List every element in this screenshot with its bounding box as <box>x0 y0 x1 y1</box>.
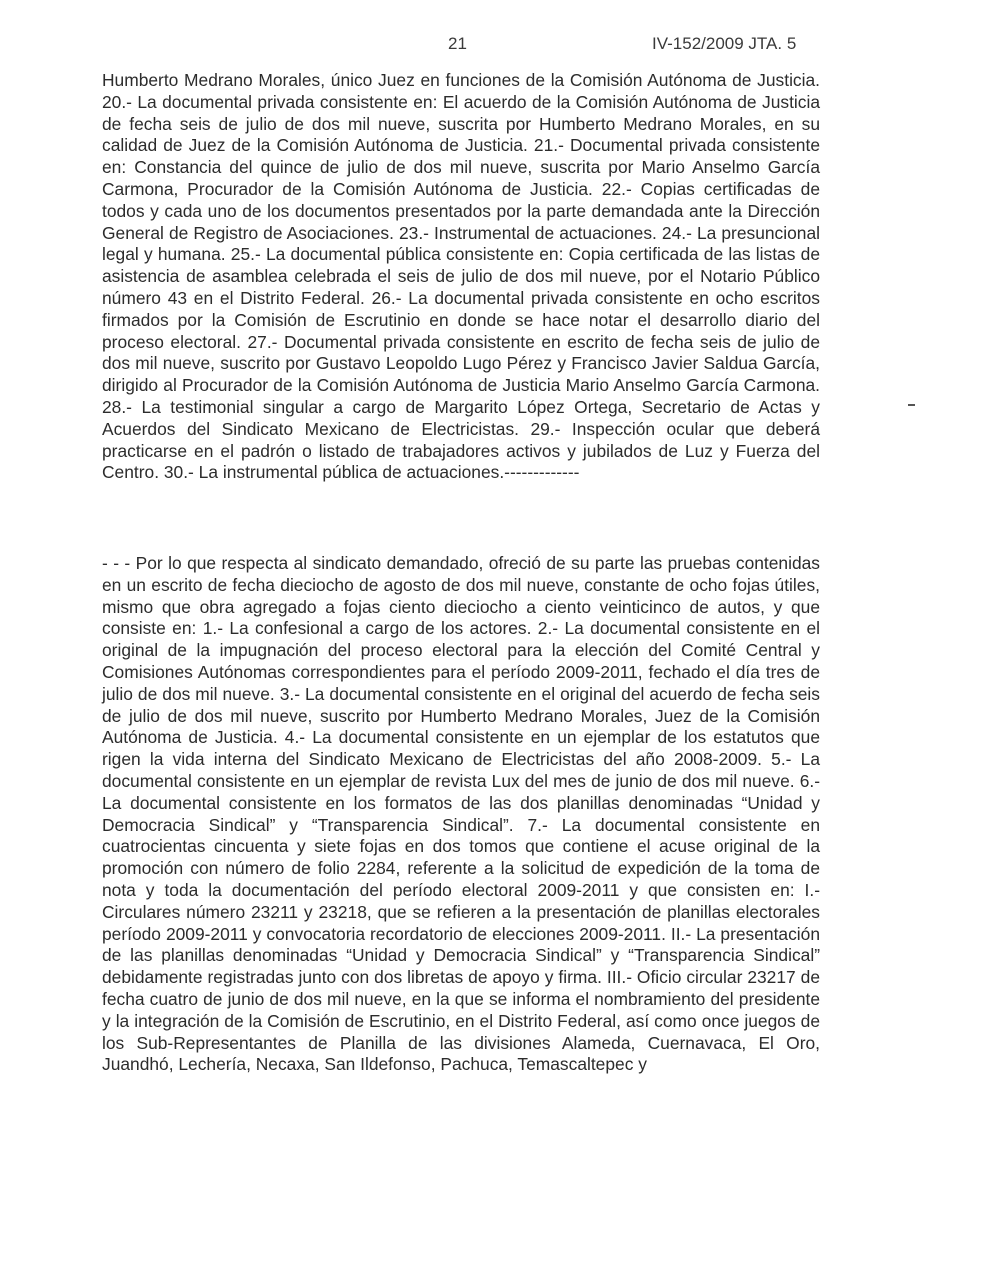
scan-mark <box>908 404 915 406</box>
body-paragraph-1: Humberto Medrano Morales, único Juez en funciones de la Comisión Autónoma de Justicia. 20.- La documental privada consistente en: El acuerdo de la Comisión Autónoma de Justicia de fecha seis de julio de dos mil nueve, suscrita por Humberto Medrano Morales, en su calidad de Juez de la Comisión Autónoma de Justicia. 21.- Documental privada consistente en: Constancia del quince de julio de dos mil nueve, suscrita por Mario Anselmo García Carmona, Procurador de la Comisión Autónoma de Justicia. 22.- Copias certificadas de todos y cada uno de los documentos presentados por la parte demandada ante la Dirección General de Registro de Asociaciones. 23.- Instrumental de actuaciones. 24.- La presuncional legal y humana. 25.- La documental pública consistente en: Copia certificada de las listas de asistencia de asamblea celebrada el seis de julio de dos mil nueve, por el Notario Público número 43 en el Distrito Federal. 26.- La documental privada consistente en ocho escritos firmados por la Comisión de Escrutinio en donde se hace notar el desarrollo diario del proceso electoral. 27.- Documental privada consistente en escrito de fecha seis de julio de dos mil nueve, suscrito por Gustavo Leopoldo Lugo Pérez y Francisco Javier Saldua García, dirigido al Procurador de la Comisión Autónoma de Justicia Mario Anselmo García Carmona. 28.- La testimonial singular a cargo de Margarito López Ortega, Secretario de Actas y Acuerdos del Sindicato Mexicano de Electricistas. 29.- Inspección ocular que deberá practicarse en el padrón o listado de trabajadores activos y jubilados de Luz y Fuerza del Centro. 30.- La instrumental pública de actuaciones.------------- <box>102 70 820 483</box>
body-paragraph-2: - - - Por lo que respecta al sindicato demandado, ofreció de su parte las pruebas contenidas en un escrito de fecha dieciocho de agosto de dos mil nueve, constante de ocho fojas útiles, mismo que obra agregado a fojas ciento dieciocho a ciento veinticinco de autos, y que consiste en: 1.- La confesional a cargo de los actores. 2.- La documental consistente en el original de la impugnación del proceso electoral para la elección del Comité Central y Comisiones Autónomas correspondientes para el período 2009-2011, fechado el día tres de julio de dos mil nueve. 3.- La documental consistente en el original del acuerdo de fecha seis de julio de dos mil nueve, suscrito por Humberto Medrano Morales, Juez de la Comisión Autónoma de Justicia. 4.- La documental consistente en un ejemplar de los estatutos que rigen la vida interna del Sindicato Mexicano de Electricistas del año 2008-2009. 5.- La documental consistente en un ejemplar de revista Lux del mes de junio de dos mil nueve. 6.- La documental consistente en los formatos de las dos planillas denominadas “Unidad y Democracia Sindical” y “Transparencia Sindical”. 7.- La documental consistente en cuatrocientas cincuenta y siete fojas en dos tomos que contiene el acuse original de la promoción con número de folio 2284, referente a la solicitud de expedición de la toma de nota y toda la documentación del período electoral 2009-2011 y que consisten en: I.- Circulares número 23211 y 23218, que se refieren a la presentación de planillas electorales período 2009-2011 y convocatoria recordatorio de elecciones 2009-2011. II.- La presentación de las planillas denominadas “Unidad y Democracia Sindical” y “Transparencia Sindical” debidamente registradas junto con dos libretas de apoyo y firma. III.- Oficio circular 23217 de fecha cuatro de junio de dos mil nueve, en la que se informa el nombramiento del presidente y la integración de la Comisión de Escrutinio, en el Distrito Federal, así como once juegos de los Sub-Representantes de Planilla de las divisiones Alameda, Cuernavaca, El Oro, Juandhó, Lechería, Necaxa, San Ildefonso, Pachuca, Temascaltepec y <box>102 553 820 1075</box>
case-number: IV-152/2009 JTA. 5 <box>652 34 797 53</box>
page-number: 21 <box>448 34 467 53</box>
